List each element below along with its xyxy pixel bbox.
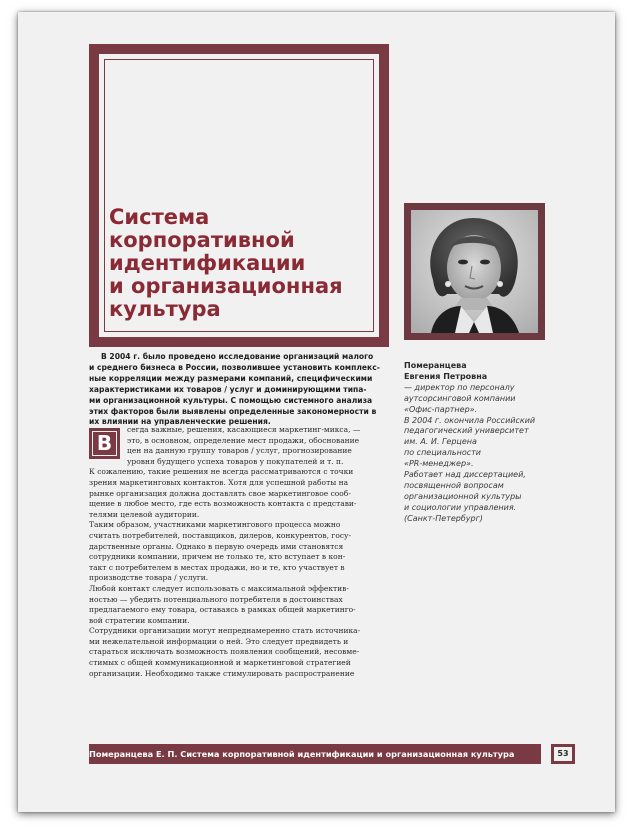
title-line: культура	[109, 297, 221, 321]
body-line: ми нежелательной информации о ней. Это следует предвидеть и	[89, 636, 349, 646]
author-photo-frame	[404, 203, 545, 340]
body-line: считать потребителей, поставщиков, дилеров, конкурентов, госу-	[89, 530, 352, 540]
body-line: ностью — убедить потенциального потребителя в достоинствах	[89, 594, 343, 604]
title-line: корпоративной	[109, 228, 295, 252]
body-line: сотрудники компании, причем не только те, кто вступает в кон-	[89, 552, 346, 562]
body-line: вой стратегии компании.	[89, 615, 190, 625]
author-name: Евгения Петровна	[404, 371, 488, 381]
author-bio-line: (Санкт-Петербург)	[404, 513, 483, 523]
body-line: Любой контакт следует использовать с максимальной эффектив-	[89, 583, 349, 593]
author-bio-line: аутсорсинговой компании	[404, 393, 516, 403]
article-title	[109, 206, 369, 321]
lead-line: этих факторов были выявлены определенные закономерности в	[89, 406, 377, 416]
body-line: такт с потребителем в местах продажи, но и те, кто участвует в	[89, 562, 345, 572]
page-number-box	[551, 744, 575, 764]
lead-line: ми организационной культуры. С помощью системного анализа	[89, 395, 373, 405]
author-photo	[411, 210, 538, 333]
body-line: производстве товара / услуги.	[89, 573, 209, 583]
lead-line: и среднего бизнеса в России, позволившее установить комплекс-	[89, 362, 380, 372]
author-portrait-image	[411, 210, 538, 333]
body-line: телями целевой аудитории.	[89, 509, 200, 519]
body-line: Сотрудники организации могут непреднамеренно стать источника-	[89, 626, 361, 636]
author-name: Померанцева	[404, 361, 467, 370]
body-line: уровня будущего успеха товаров у покупателей и т. п.	[127, 456, 344, 466]
body-line: зрения маркетинговых контактов. Хотя для успешной работы на	[89, 477, 349, 487]
body-line: К сожалению, такие решения не всегда рассматриваются с точки	[89, 467, 354, 477]
body-line: щение в любое место, где есть возможность контакта с представи-	[89, 499, 357, 509]
author-bio-line: В 2004 г. окончила Российский	[404, 415, 536, 425]
author-bio-line: посвященной вопросам	[404, 480, 504, 490]
body-line: стараться исключать возможность появления сообщений, несовме-	[89, 647, 360, 657]
body-line: это, в основном, определение мест продажи, обоснование	[127, 435, 360, 445]
author-bio-line: — директор по персоналу	[404, 382, 515, 392]
author-bio-line: Работает над диссертацией,	[404, 470, 526, 480]
footer-bar	[89, 744, 541, 764]
body-line: дарственные органы. Однако в первую очередь ими становятся	[89, 541, 344, 551]
article-body	[89, 425, 390, 679]
author-bio-line: организационной культуры	[404, 491, 522, 501]
body-line: сегда важные, решения, касающиеся маркетинг-микса, —	[127, 425, 361, 434]
author-bio-line: педагогический университет	[404, 426, 529, 436]
running-title: Померанцева Е. П. Система корпоративной идентификации и организационная культура	[89, 749, 515, 759]
author-bio-line: им. А. И. Герцена	[404, 437, 477, 447]
drop-cap-letter: В	[92, 431, 117, 456]
title-line: и организационная	[109, 274, 343, 298]
page-number: 53	[553, 746, 573, 762]
body-line: рынке организация должна доставлять свое маркетинговое сооб-	[89, 488, 351, 498]
body-line: цен на данную группу товаров / услуг, прогнозирование	[127, 446, 352, 456]
title-line: Система	[109, 205, 210, 229]
author-bio-line: по специальности	[404, 448, 481, 458]
author-bio-line: и социологии управления.	[404, 502, 517, 512]
lead-paragraph	[89, 352, 390, 428]
body-line: организации. Необходимо также стимулировать распространение	[89, 668, 355, 678]
body-line: стимых с общей коммуникационной и маркетинговой стратегией	[89, 658, 351, 668]
lead-line: характеристиками их товаров / услуг и доминирующими типа-	[89, 384, 367, 394]
author-bio-line: «PR-менеджер».	[404, 459, 474, 469]
body-line: Таким образом, участниками маркетингового процесса можно	[89, 520, 341, 530]
lead-line: В 2004 г. было проведено исследование организаций малого	[101, 352, 374, 361]
body-line: предлагаемого ему товара, оставаясь в рамках общей маркетинго-	[89, 605, 356, 615]
lead-line: ные корреляции между размерами компаний, специфическими	[89, 373, 373, 383]
author-bio-line: «Офис-партнер».	[404, 404, 478, 414]
title-line: идентификации	[109, 251, 306, 275]
author-info	[404, 361, 574, 525]
lead-line: их влиянии на управленческие решения.	[89, 417, 271, 427]
